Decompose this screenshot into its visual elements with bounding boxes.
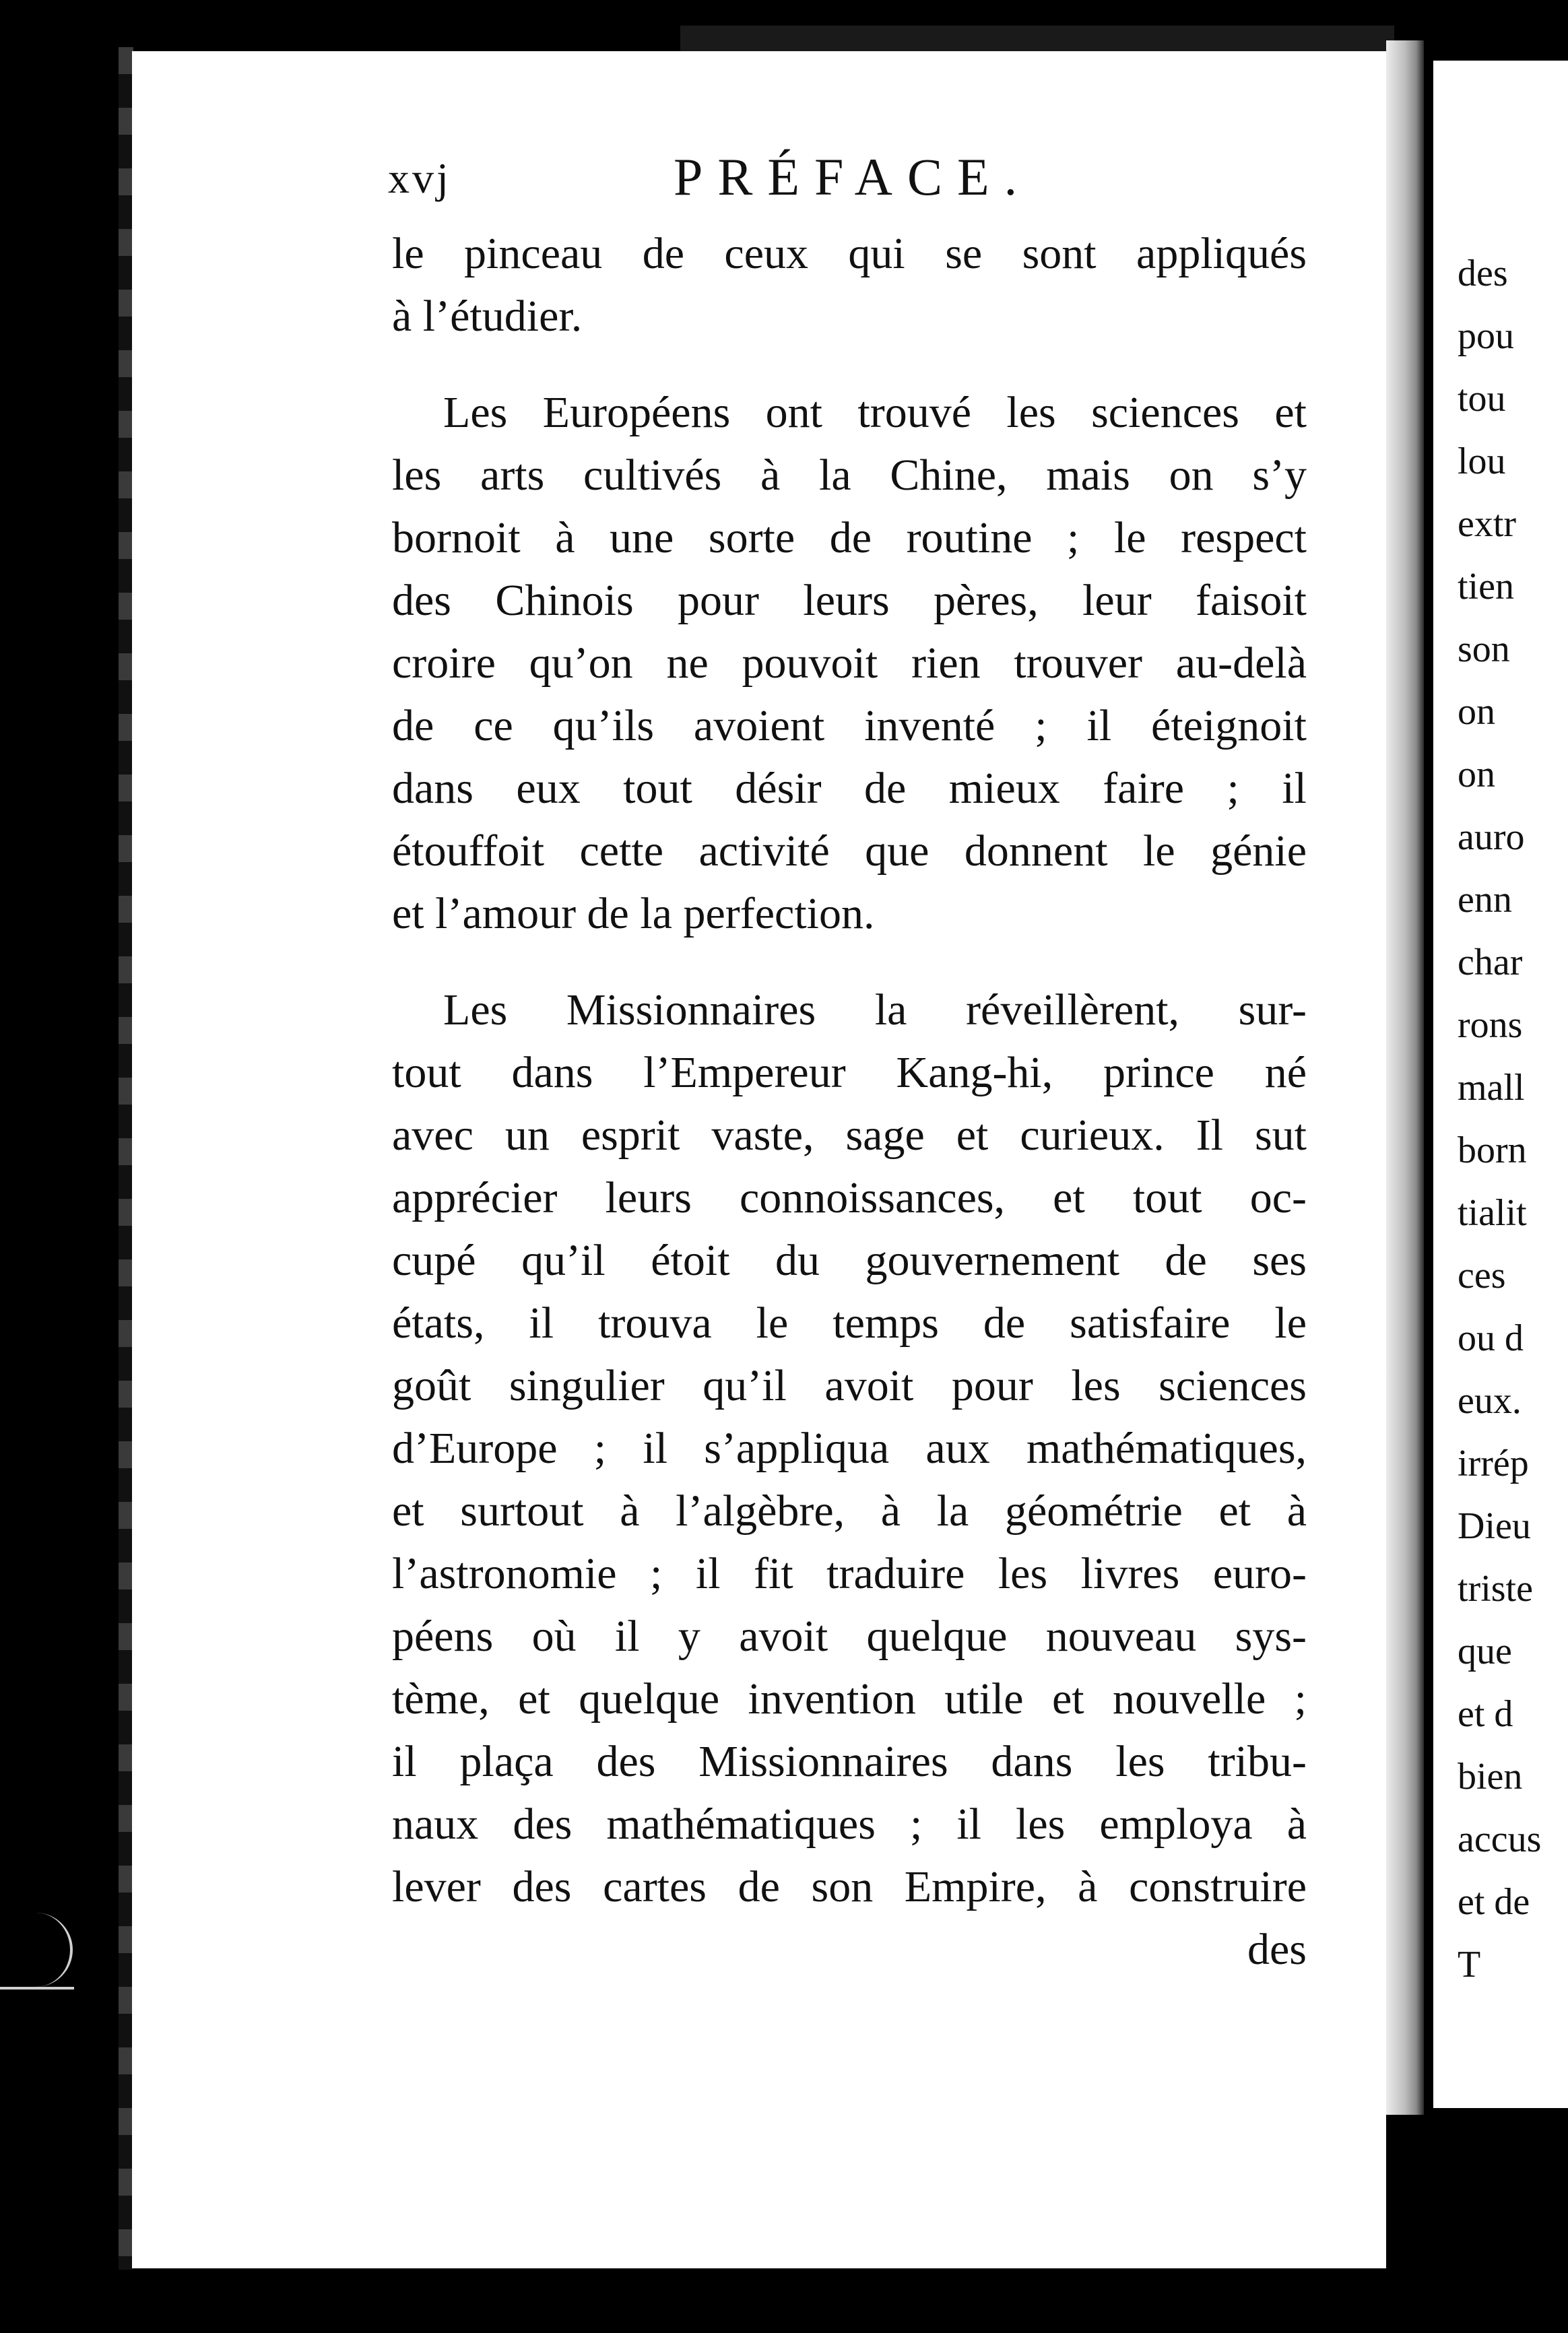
text-line: états, il trouva le temps de satisfaire le — [392, 1299, 1307, 1348]
paragraph-gap — [392, 348, 1307, 381]
text-line: les arts cultivés à la Chine, mais on s’y — [392, 451, 1307, 500]
text-line: étouffoit cette activité que donnent le génie — [392, 826, 1307, 876]
text-line: de ce qu’ils avoient inventé ; il éteignoit — [392, 701, 1307, 750]
paragraph-gap — [392, 945, 1307, 979]
facing-line: et de — [1458, 1881, 1530, 1923]
page-fore-edge — [1386, 40, 1424, 2115]
text-line: à l’étudier. — [392, 292, 583, 341]
text-line: et l’amour de la perfection. — [392, 889, 875, 938]
text-line: naux des mathématiques ; il les employa à — [392, 1800, 1307, 1849]
facing-line: ou d — [1458, 1317, 1524, 1359]
facing-line: bien — [1458, 1756, 1523, 1798]
text-line: le pinceau de ceux qui se sont appliqués — [392, 229, 1307, 278]
facing-line: auro — [1458, 816, 1525, 858]
facing-line: son — [1458, 628, 1510, 670]
facing-line: tou — [1458, 378, 1506, 420]
facing-line: mall — [1458, 1067, 1525, 1109]
facing-line: que — [1458, 1631, 1512, 1672]
facing-line: T — [1458, 1944, 1481, 1985]
facing-line: eux. — [1458, 1380, 1522, 1422]
facing-line: tien — [1458, 566, 1514, 607]
facing-line: char — [1458, 942, 1523, 983]
text-line: il plaça des Missionnaires dans les tribu- — [392, 1737, 1307, 1786]
facing-line: irrép — [1458, 1443, 1529, 1484]
text-line: bornoit à une sorte de routine ; le respect — [392, 513, 1307, 562]
text-line: et surtout à l’algèbre, à la géométrie et à — [392, 1486, 1307, 1536]
facing-line: pou — [1458, 315, 1514, 357]
text-line: d’Europe ; il s’appliqua aux mathématiques, — [392, 1424, 1307, 1473]
text-line: cupé qu’il étoit du gouvernement de ses — [392, 1236, 1307, 1285]
text-line: l’astronomie ; il fit traduire les livres euro- — [392, 1549, 1307, 1598]
facing-line: triste — [1458, 1568, 1533, 1610]
facing-line: enn — [1458, 879, 1512, 921]
facing-line: born — [1458, 1129, 1527, 1171]
facing-page — [1433, 61, 1568, 2108]
scan-mark-dash — [0, 1987, 74, 1990]
text-line: lever des cartes de son Empire, à construire — [392, 1862, 1307, 1911]
page-number: xvj — [388, 154, 451, 202]
book-gutter — [1424, 47, 1433, 2135]
facing-line: ces — [1458, 1255, 1506, 1296]
text-line: des Chinois pour leurs pères, leur faisoit — [392, 576, 1307, 625]
facing-line: Dieu — [1458, 1505, 1531, 1547]
text-line: apprécier leurs connoissances, et tout oc- — [392, 1173, 1307, 1222]
body-text — [392, 222, 1307, 1981]
facing-page-text — [1458, 242, 1568, 1996]
facing-line: on — [1458, 691, 1495, 733]
running-head — [388, 147, 1304, 221]
facing-line: on — [1458, 754, 1495, 795]
text-line: avec un esprit vaste, sage et curieux. Il sut — [392, 1111, 1307, 1160]
text-line: tème, et quelque invention utile et nouvelle ; — [392, 1674, 1307, 1723]
facing-line: lou — [1458, 440, 1506, 482]
text-line: Les Missionnaires la réveillèrent, sur- — [443, 985, 1307, 1034]
facing-line: rons — [1458, 1004, 1523, 1046]
text-line: dans eux tout désir de mieux faire ; il — [392, 764, 1307, 813]
binding-edge — [119, 47, 133, 2270]
text-line: Les Européens ont trouvé les sciences et — [443, 388, 1307, 437]
facing-line: et d — [1458, 1693, 1513, 1735]
text-line: tout dans l’Empereur Kang-hi, prince né — [392, 1048, 1307, 1097]
facing-line: accus — [1458, 1818, 1542, 1860]
catchword: des — [1247, 1925, 1307, 1974]
text-line: goût singulier qu’il avoit pour les sciences — [392, 1361, 1307, 1410]
facing-line: extr — [1458, 503, 1517, 545]
facing-line: des — [1458, 253, 1508, 294]
facing-line: tialit — [1458, 1192, 1527, 1234]
page-title: PRÉFACE. — [674, 147, 1033, 206]
text-line: croire qu’on ne pouvoit rien trouver au-delà — [392, 638, 1307, 688]
text-line: péens où il y avoit quelque nouveau sys- — [392, 1612, 1307, 1661]
